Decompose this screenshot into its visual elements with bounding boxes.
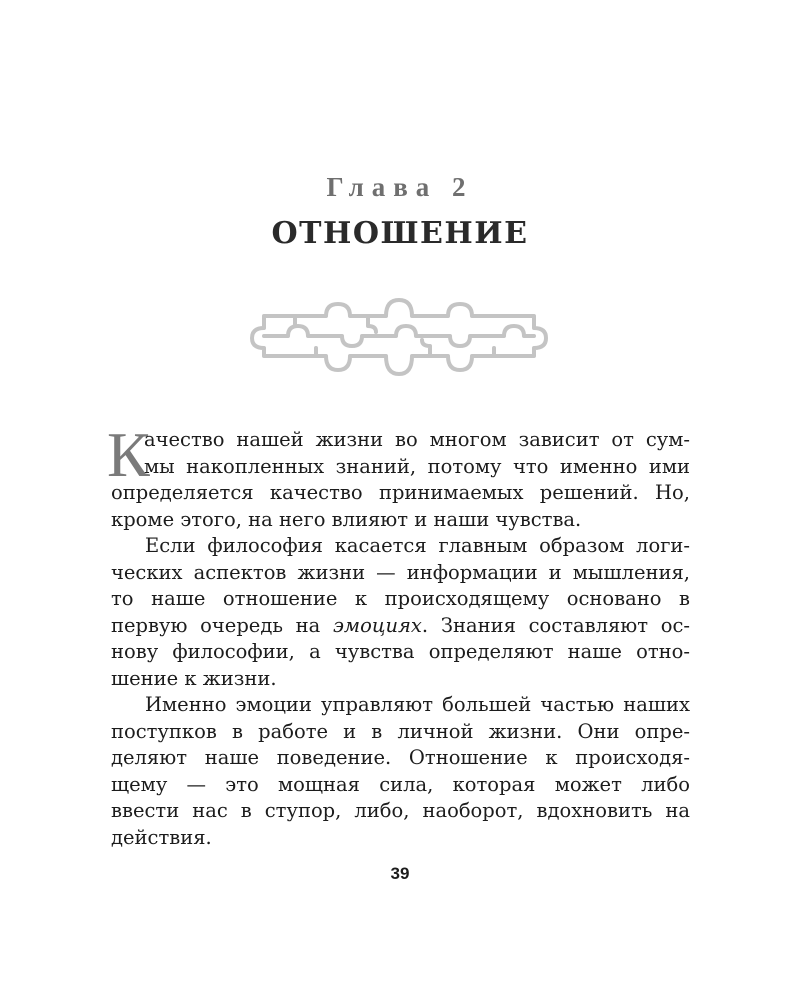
page-number: 39 (390, 864, 410, 883)
chapter-label: Глава 2 (326, 172, 474, 202)
text-line: кроме этого, на него влияют и наши чувства. (111, 507, 582, 531)
chapter-body (107, 419, 690, 851)
text-line: поступков в работе и в личной жизни. Они опре- (111, 719, 690, 743)
puzzle-ornament-icon (246, 294, 554, 378)
text-line: Если философия касается главным образом логи- (145, 534, 690, 557)
text-line: определяется качество принимаемых решений. Но, (111, 481, 690, 504)
text-line: ачество нашей жизни во многом зависит от сум- (144, 428, 690, 451)
chapter-title: ОТНОШЕНИЕ (271, 216, 529, 251)
emphasis-word: эмоциях (333, 613, 422, 637)
text-line: ввести нас в ступор, либо, наоборот, вдохновить на (111, 799, 690, 822)
text-line-emphasis: первую очередь на эмоциях. Знания составляют ос- (111, 613, 690, 637)
text-line: действия. (111, 825, 212, 849)
text-line: щему — это мощная сила, которая может либо (111, 772, 690, 796)
text-line: то наше отношение к происходящему основано в (111, 587, 690, 610)
text-line: Именно эмоции управляют большей частью наших (145, 693, 690, 716)
text-line: деляют наше поведение. Отношение к происходя- (111, 746, 690, 769)
text-line: нову философии, а чувства определяют наше отно- (111, 640, 690, 663)
drop-cap: К (107, 419, 150, 490)
text-line: ческих аспектов жизни — информации и мышления, (111, 560, 690, 584)
text-line: шение к жизни. (111, 666, 277, 690)
text-line: мы накопленных знаний, потому что именно ими (144, 454, 690, 478)
